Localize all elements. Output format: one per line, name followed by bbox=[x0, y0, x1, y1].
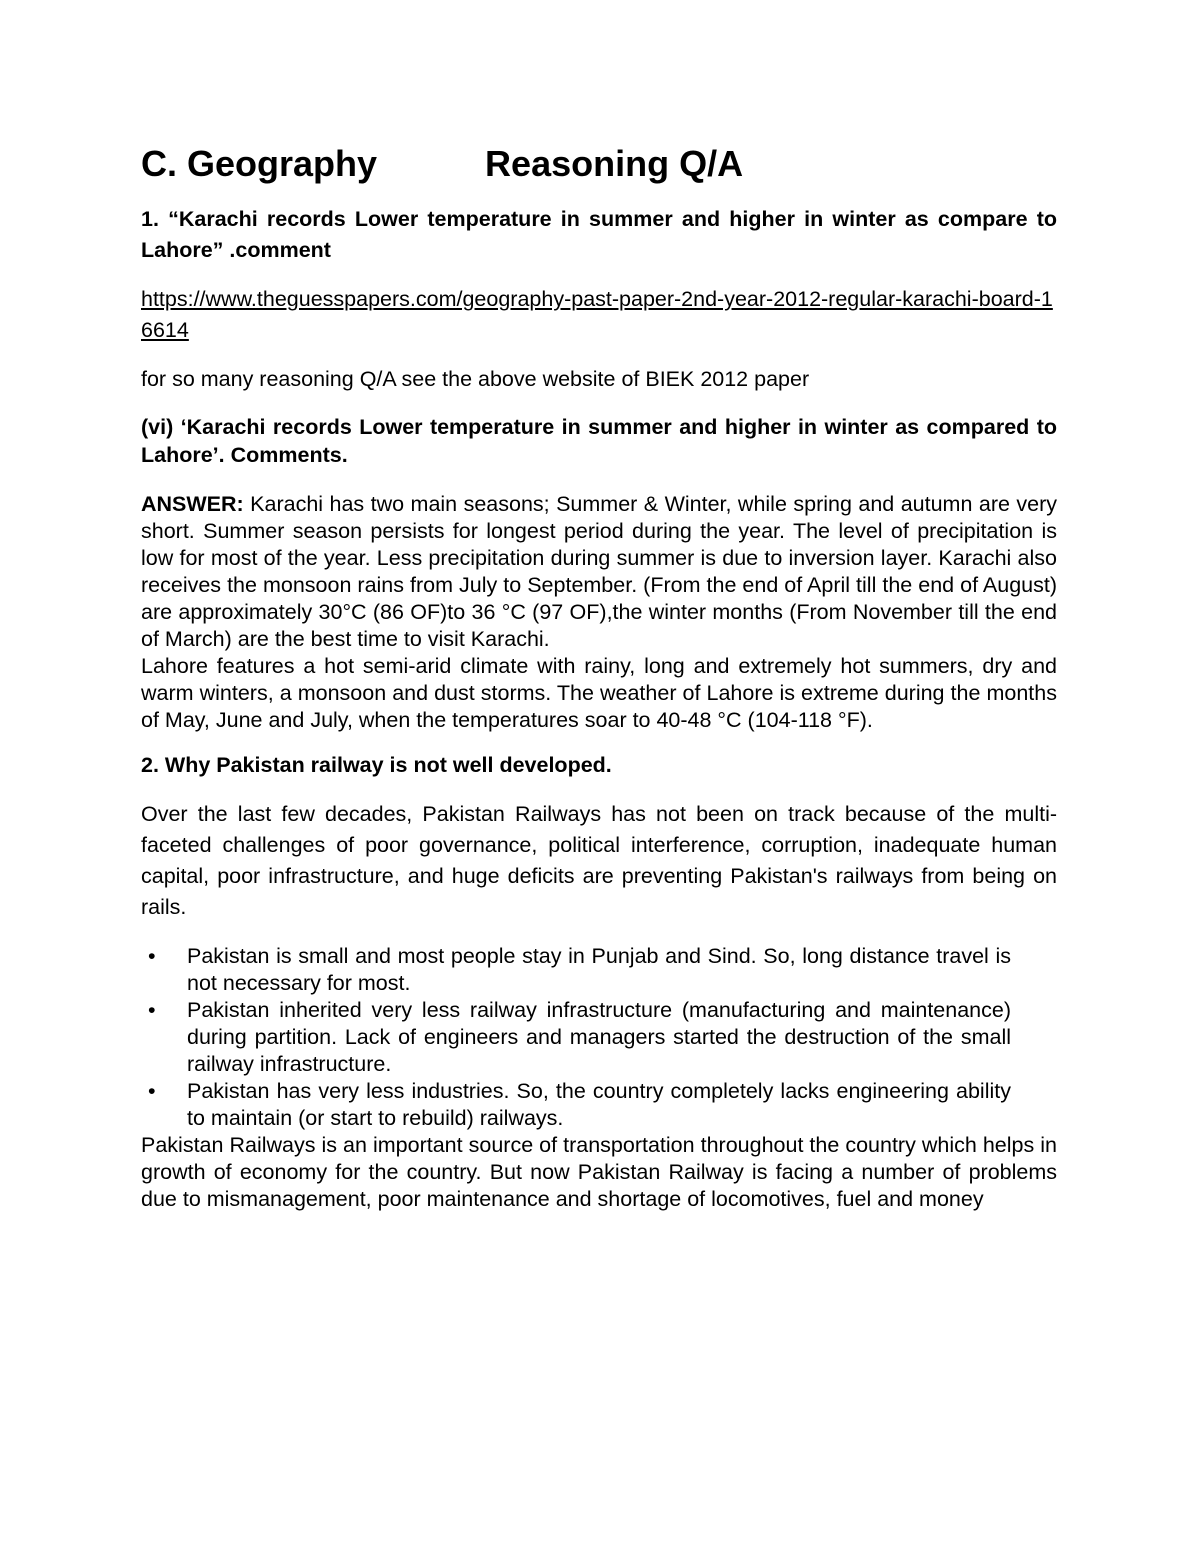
list-item: • Pakistan is small and most people stay in Punjab and Sind. So, long distance travel is not necessary for most. bbox=[148, 944, 1011, 995]
bullet-icon: • bbox=[148, 944, 156, 968]
answer-label: ANSWER: bbox=[141, 492, 244, 516]
reference-note: for so many reasoning Q/A see the above website of BIEK 2012 paper bbox=[141, 367, 810, 391]
list-item: • Pakistan inherited very less railway infrastructure (manufacturing and maintenance) during partition. Lack of engineers and managers started the destruction of the small railway infrastructure. bbox=[148, 998, 1011, 1076]
bullet-icon: • bbox=[148, 1079, 156, 1103]
railway-conclusion: Pakistan Railways is an important source of transportation throughout the country which helps in growth of economy for the country. But now Pakistan Railway is facing a number of problems due to mismanagement, poor maintenance and shortage of locomotives, fuel and money bbox=[141, 1133, 1057, 1211]
reference-link[interactable]: https://www.theguesspapers.com/geography-past-paper-2nd-year-2012-regular-karachi-board-16614 bbox=[141, 287, 1053, 342]
answer-paragraph bbox=[141, 491, 1057, 653]
lahore-paragraph: Lahore features a hot semi-arid climate with rainy, long and extremely hot summers, dry and warm winters, a monsoon and dust storms. The weather of Lahore is extreme during the months of May, June and July, when the temperatures soar to 40-48 °C (104-118 °F). bbox=[141, 654, 1057, 732]
bullet-icon: • bbox=[148, 998, 156, 1022]
question-1-heading: 1. “Karachi records Lower temperature in summer and higher in winter as compare to Lahore” .comment bbox=[141, 207, 1057, 262]
question-1-subheading: (vi) ‘Karachi records Lower temperature in summer and higher in winter as compared to Lahore’. Comments. bbox=[141, 415, 1057, 467]
title-section: Reasoning Q/A bbox=[485, 143, 744, 184]
railway-reasons-list bbox=[141, 943, 1011, 1132]
answer-text: Karachi has two main seasons; Summer & Winter, while spring and autumn are very short. Summer season persists for longest period during the year. The level of precipitation is low for most of the year. Less precipitation during summer is due to inversion layer. Karachi also receives the monsoon rains from July to September. (From the end of April till the end of August) are approximately 30°C (86 OF)to 36 °C (97 OF),the winter months (From November till the end of March) are the best time to visit Karachi. bbox=[141, 492, 1057, 651]
question-2-heading: 2. Why Pakistan railway is not well developed. bbox=[141, 753, 612, 777]
railway-intro: Over the last few decades, Pakistan Railways has not been on track because of the multi-faceted challenges of poor governance, political interference, corruption, inadequate human capital, poor infrastructure, and huge deficits are preventing Pakistan's railways from being on rails. bbox=[141, 802, 1057, 919]
document-page bbox=[141, 140, 1057, 1213]
title-subject: C. Geography bbox=[141, 143, 378, 184]
list-item: • Pakistan has very less industries. So, the country completely lacks engineering ability to maintain (or start to rebuild) railways. bbox=[148, 1079, 1011, 1130]
page-title bbox=[141, 140, 1057, 188]
